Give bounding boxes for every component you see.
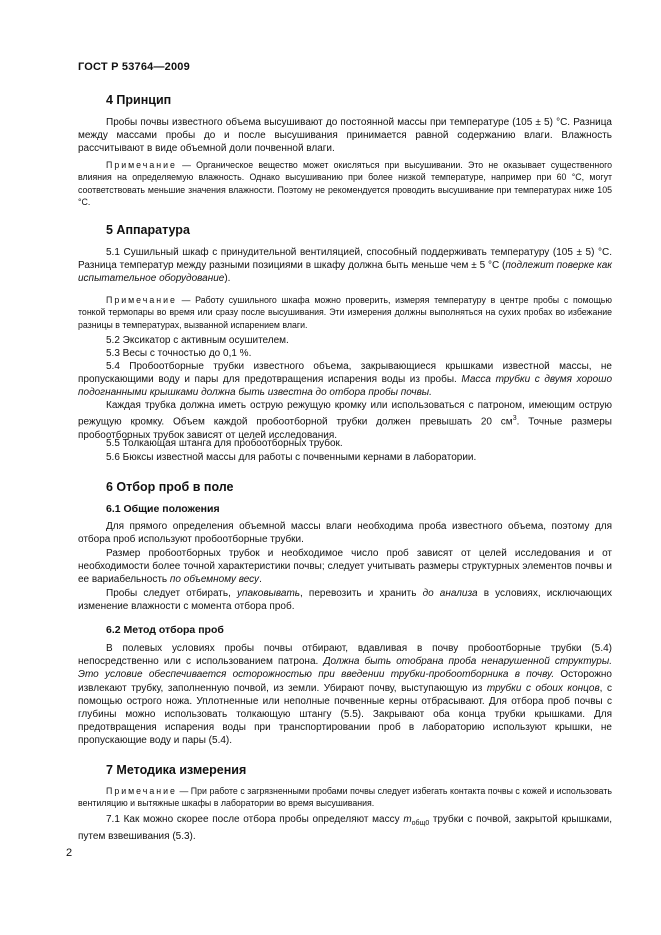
section-6-1-paragraph-2: Размер пробоотборных трубок и необходимое число проб зависят от целей исследования и от необходимости более точной характеристики почвы; следует учитывать размеры структурных элементов почвы и ее вариабельность по объемному весу. xyxy=(78,548,612,586)
section-4-heading: 4 Принцип xyxy=(106,93,172,107)
section-6-heading: 6 Отбор проб в поле xyxy=(106,480,234,494)
section-6-1-paragraph-1: Для прямого определения объемной массы влаги необходима проба известного объема, поэтому для отбора проб используют пробоотборные трубки. xyxy=(78,521,612,546)
section-6-1-heading: 6.1 Общие положения xyxy=(106,503,220,515)
section-5-6: 5.6 Бюксы известной массы для работы с почвенными кернами в лаборатории. xyxy=(106,452,477,463)
section-5-2: 5.2 Эксикатор с активным осушителем. xyxy=(106,335,289,346)
section-4-note: Примечание — Органическое вещество может окисляться при высушивании. Это не оказывает существенного влияния на определяемую влажность. Однако высушиванию при более низкой температуре, например при 60 °C, могут соответствовать меньшие значения влажности. Поэтому не рекомендуется проводить высушивание при температурах ниже 105 °C. xyxy=(78,160,612,208)
section-5-5: 5.5 Толкающая штанга для пробоотборных трубок. xyxy=(106,438,343,449)
document-header: ГОСТ Р 53764—2009 xyxy=(78,61,190,73)
page-number: 2 xyxy=(66,847,73,859)
note-label: Примечание xyxy=(106,295,177,305)
section-6-2-heading: 6.2 Метод отбора проб xyxy=(106,624,224,636)
section-7-note: Примечание — При работе с загрязненными пробами почвы следует избегать контакта почвы с кожей и использовать вентиляцию и вытяжные шкафы в лаборатории во время высушивания. xyxy=(78,786,612,809)
note-label: Примечание xyxy=(106,786,177,796)
note-label: Примечание xyxy=(106,160,177,170)
section-5-1: 5.1 Сушильный шкаф с принудительной вентиляцией, способный поддерживать температуру (105 ± 5) °C. Разница температур между разными позициями в шкафу должна быть меньше чем ± 5 °C (подлежит поверке как испытательное оборудование). xyxy=(78,247,612,285)
section-4-paragraph: Пробы почвы известного объема высушивают до постоянной массы при температуре (105 ± 5) °C. Разница между массами пробы до и после высушивания принимается равной содержанию влаги. Влажность рассчитывают в виде объемной доли почвенной влаги. xyxy=(78,117,612,155)
section-5-3: 5.3 Весы с точностью до 0,1 %. xyxy=(106,348,252,359)
section-7-1: 7.1 Как можно скорее после отбора пробы определяют массу $m_{общ0}$ трубки с почвой, закрытой крышками, путем взвешивания (5.3). xyxy=(78,814,612,843)
section-6-1-paragraph-3: Пробы следует отбирать, упаковывать, перевозить и хранить до анализа в условиях, исключающих изменение влажности с момента отбора проб. xyxy=(78,588,612,613)
section-5-4: 5.4 Пробоотборные трубки известного объема, закрывающиеся крышками известной массы, не пропускающими воду и пары для предотвращения испарения воды из пробы. Масса трубки с двумя хорошо подогнанными крышками должна быть известна до отбора пробы почвы. xyxy=(78,361,612,399)
section-6-2-paragraph: В полевых условиях пробы почвы отбирают, вдавливая в почву пробоотборные трубки (5.4) непосредственно или с использованием патрона. Должна быть отобрана проба ненарушенной структуры. Это условие обеспечивается осторожностью при введении трубки-пробоотборника в почву. Осторожно извлекают трубку, заполненную почвой, из земли. Убирают почву, выступающую из трубки с обоих концов, с помощью острого ножа. Уплотненные или неполные почвенные керны отбрасывают. Для отбора проб почвы с глубины можно использовать толкающую штангу (5.5). Закрывают оба конца трубки крышками. Для предотвращения испарения воды при транспортировании проб в лабораторию используют крышки, не пропускающие воду и пары (5.4). xyxy=(78,643,613,747)
section-5-heading: 5 Аппаратура xyxy=(106,223,190,237)
section-7-heading: 7 Методика измерения xyxy=(106,763,247,777)
section-5-4-continued: Каждая трубка должна иметь острую режущую кромку или использоваться с патроном, имеющим острую режущую кромку. Объем каждой пробоотборной трубки должен превышать 20 $см^3$. Точные размеры пробоотборных трубок зависят от целей исследования. xyxy=(78,400,612,441)
section-5-note: Примечание — Работу сушильного шкафа можно проверить, измеряя температуру в центре пробы с помощью тонкой термопары во время или сразу после высушивания. Эти измерения должны выполняться на сухих пробах во избежание разницы в температурах, вызванной испарением влаги. xyxy=(78,295,612,330)
